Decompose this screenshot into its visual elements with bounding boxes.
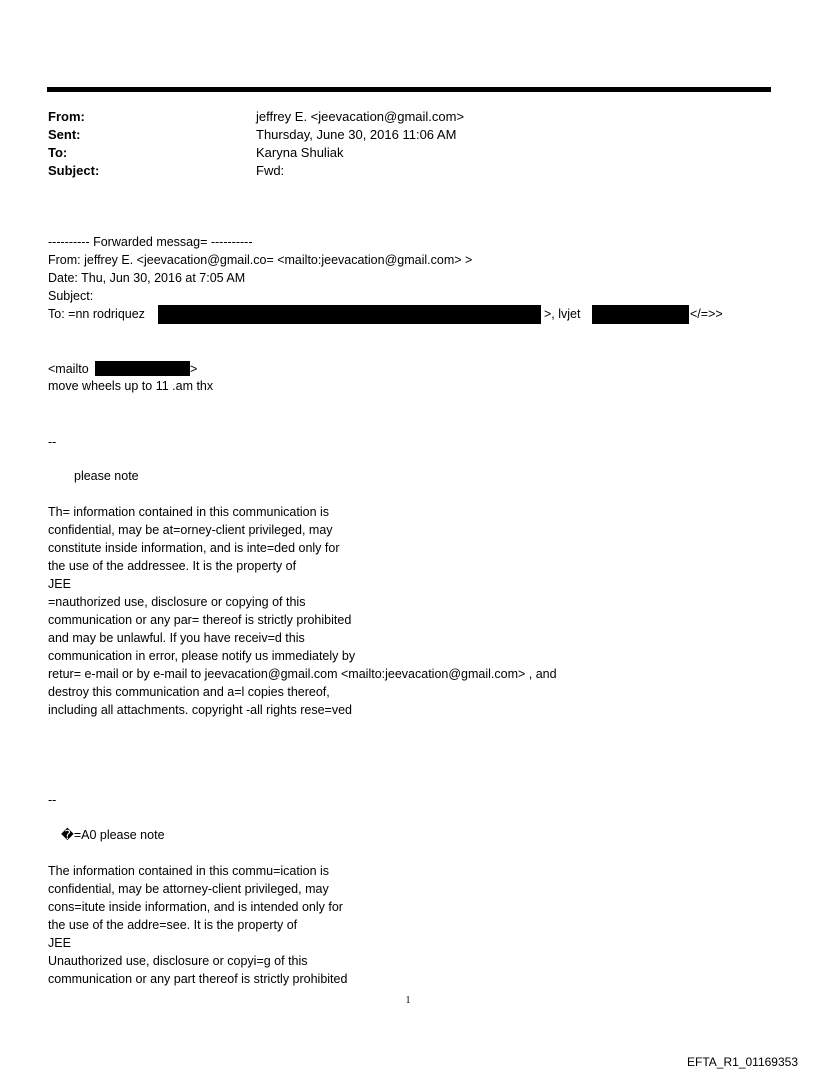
disclaimer-line: confidential, may be at=orney-client privileged, may xyxy=(48,523,333,537)
disclaimer-line: destroy this communication and a=l copies thereof, xyxy=(48,685,330,699)
disclaimer-line: The information contained in this commu=ication is xyxy=(48,864,330,878)
from-label: From: xyxy=(48,109,85,124)
subject-value: Fwd: xyxy=(256,163,285,178)
forward-separator: ---------- Forwarded messag= ---------- xyxy=(48,235,253,249)
message-body: move wheels up to 11 .am thx xyxy=(48,379,214,393)
disclaimer-line: communication or any part thereof is strictly prohibited xyxy=(48,972,348,986)
to-label: To: xyxy=(48,145,68,160)
please-note: please note xyxy=(74,469,139,483)
disclaimer-line: communication or any par= thereof is strictly prohibited xyxy=(48,613,352,627)
please-note: �=A0 please note xyxy=(61,828,165,842)
disclaimer-line: Th= information contained in this communication is xyxy=(48,505,330,519)
disclaimer-line: communication in error, please notify us immediately by xyxy=(48,649,356,663)
disclaimer-line: and may be unlawful. If you have receiv=d this xyxy=(48,631,305,645)
disclaimer-line: confidential, may be attorney-client privileged, may xyxy=(48,882,329,896)
forward-subject-line: Subject: xyxy=(48,289,94,303)
disclaimer-line: =nauthorized use, disclosure or copying of this xyxy=(48,595,306,609)
forward-to-suffix: </=>> xyxy=(690,307,723,321)
sent-label: Sent: xyxy=(48,127,81,142)
mailto-prefix: <mailto xyxy=(48,362,89,376)
to-value: Karyna Shuliak xyxy=(256,145,344,160)
from-value: jeffrey E. <jeevacation@gmail.com> xyxy=(256,109,465,124)
disclaimer-line: including all attachments. copyright -all rights rese=ved xyxy=(48,703,352,717)
forward-from-line: From: jeffrey E. <jeevacation@gmail.co= <mailto:jeevacation@gmail.com> > xyxy=(48,253,473,267)
forward-to-prefix: To: =nn rodriquez xyxy=(48,307,145,321)
disclaimer-line: cons=itute inside information, and is intended only for xyxy=(48,900,343,914)
disclaimer-line: the use of the addre=see. It is the property of xyxy=(48,918,298,932)
disclaimer-line: retur= e-mail or by e-mail to jeevacation@gmail.com <mailto:jeevacation@gmail.com> , and xyxy=(48,667,557,681)
signature-dashes: -- xyxy=(48,793,57,807)
header-divider xyxy=(47,87,771,92)
page-number: 1 xyxy=(405,995,411,1006)
disclaimer-line: JEE xyxy=(48,577,71,591)
redaction-block xyxy=(95,361,190,376)
disclaimer-line: the use of the addressee. It is the property of xyxy=(48,559,297,573)
subject-label: Subject: xyxy=(48,163,100,178)
document-id: EFTA_R1_01169353 xyxy=(687,1055,798,1069)
signature-dashes: -- xyxy=(48,435,57,449)
redaction-block xyxy=(592,305,689,324)
forward-date-line: Date: Thu, Jun 30, 2016 at 7:05 AM xyxy=(48,271,246,285)
disclaimer-line: constitute inside information, and is inte=ded only for xyxy=(48,541,340,555)
mailto-suffix: > xyxy=(190,362,198,376)
disclaimer-line: JEE xyxy=(48,936,71,950)
redaction-block xyxy=(158,305,541,324)
forward-to-middle: >, lvjet xyxy=(544,307,581,321)
sent-value: Thursday, June 30, 2016 11:06 AM xyxy=(256,127,457,142)
disclaimer-line: Unauthorized use, disclosure or copyi=g of this xyxy=(48,954,308,968)
